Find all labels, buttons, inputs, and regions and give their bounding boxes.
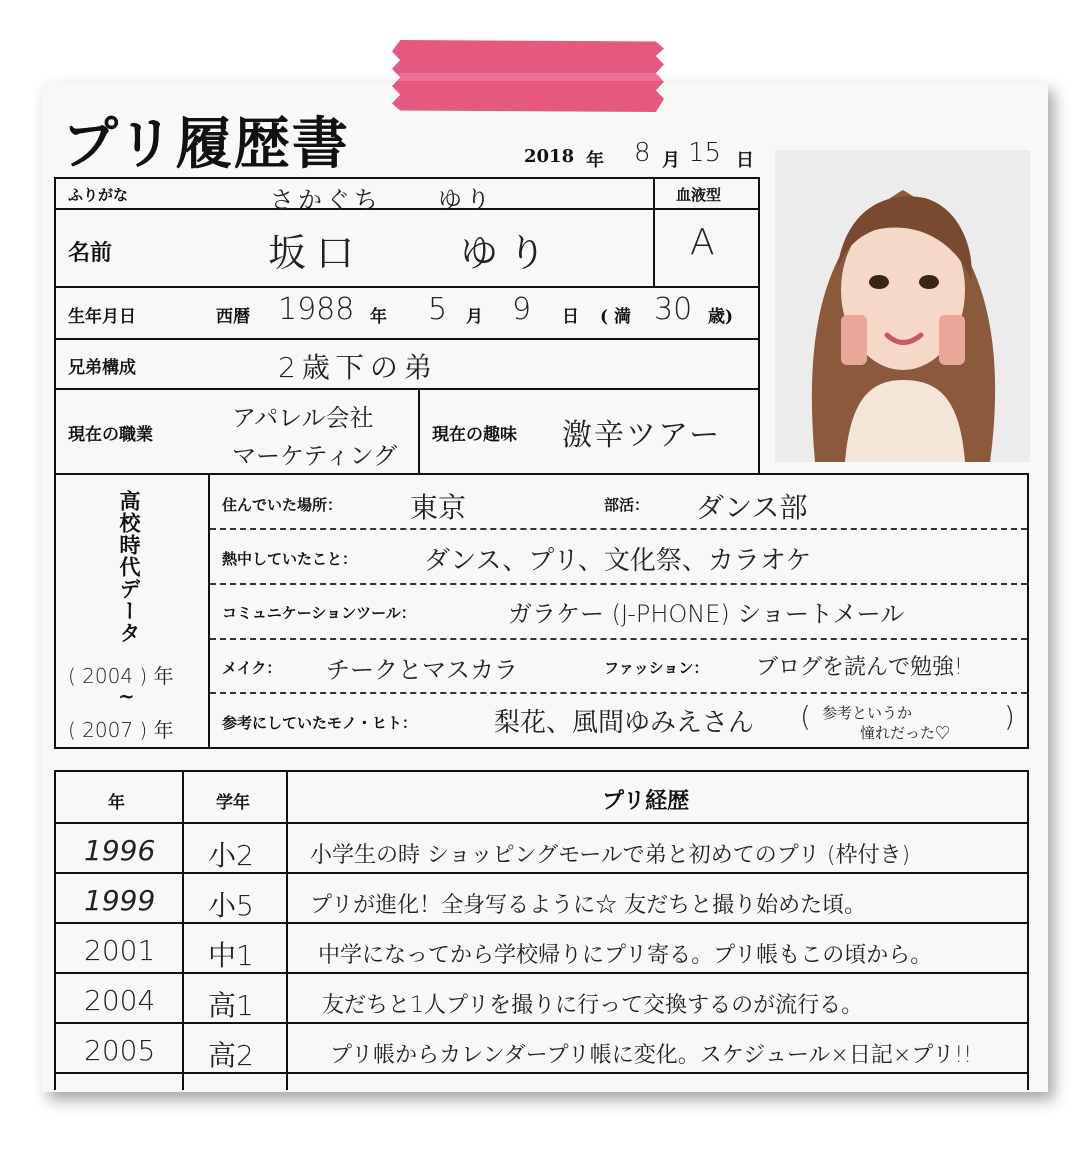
history-year: 2005 [84, 1034, 156, 1067]
communication-value: ガラケー (J-PHONE) ショートメール [508, 600, 905, 628]
history-text: 中学になってから学校帰りにプリ寄る。プリ帳もこの頃から。 [318, 943, 933, 968]
history-grade: 小2 [208, 839, 254, 872]
reference-value: 梨花、風間ゆみえさん [494, 708, 755, 738]
fashion-value: ブログを読んで勉強! [756, 655, 963, 680]
birth-year: 1988 [278, 292, 355, 327]
age-close: 歳) [708, 307, 734, 327]
birth-day: 9 [512, 292, 532, 327]
history-grade: 中1 [208, 939, 254, 972]
history-year: 1996 [84, 834, 156, 867]
birth-month-label: 月 [466, 307, 483, 327]
job-line2: マーケティング [232, 442, 398, 470]
history-text: 友だちと1人プリを撮りに行って交換するのが流行る。 [322, 993, 864, 1018]
birth-month: 5 [428, 292, 448, 327]
furigana-value: さかぐち ゆり [270, 186, 494, 214]
name-value: 坂口 ゆり [268, 231, 557, 275]
history-text: 小学生の時 ショッピングモールで弟と初めてのプリ (枠付き) [310, 843, 911, 868]
date-month-label: 月 [662, 150, 680, 171]
date-day: 15 [688, 138, 722, 168]
page-title: プリ履歴書 [62, 111, 350, 177]
highschool-section-label: 高校時代データ [117, 490, 142, 644]
history-grade: 高1 [208, 989, 254, 1022]
passion-label: 熱中していたこと： [222, 550, 358, 568]
history-text: プリ帳からカレンダープリ帳に変化。スケジュール×日記×プリ!! [330, 1043, 973, 1068]
masking-tape [392, 40, 664, 112]
history-header-year: 年 [108, 793, 125, 813]
portrait-illustration [775, 150, 1030, 462]
highschool-tilde: ~ [118, 684, 135, 708]
reference-label: 参考にしていたモノ・ヒト： [222, 714, 417, 732]
reference-note-line2: 憧れだった♡ [860, 724, 951, 742]
highschool-year-end: ( 2007 ) 年 [68, 718, 174, 742]
history-year: 2004 [84, 984, 156, 1017]
club-label: 部活： [604, 496, 650, 514]
history-grade: 小5 [208, 889, 254, 922]
fashion-label: ファッション： [604, 659, 709, 677]
profile-photo [775, 150, 1030, 462]
date-year: 2018 [524, 146, 575, 167]
history-year: 1999 [84, 884, 156, 917]
name-label: 名前 [68, 240, 113, 266]
age-value: 30 [654, 292, 693, 327]
makeup-value: チークとマスカラ [326, 656, 518, 684]
blood-type-label: 血液型 [676, 186, 722, 204]
date-month: 8 [634, 138, 651, 168]
date-year-label: 年 [586, 150, 604, 171]
history-header-career: プリ経歴 [602, 788, 690, 814]
era-label: 西暦 [216, 307, 250, 327]
history-text: プリが進化！全身写るように☆ 友だちと撮り始めた頃。 [310, 893, 867, 918]
siblings-value: 2歳下の弟 [278, 351, 438, 384]
place-value: 東京 [410, 491, 467, 524]
reference-note-line1: 参考というか [822, 704, 913, 722]
highschool-year-start: ( 2004 ) 年 [68, 664, 174, 688]
club-value: ダンス部 [696, 491, 808, 524]
job-label: 現在の職業 [68, 425, 153, 445]
history-grade: 高2 [208, 1039, 254, 1072]
job-line1: アパレル会社 [232, 404, 374, 432]
age-open: ( 満 [600, 307, 631, 327]
hobby-label: 現在の趣味 [432, 425, 517, 445]
date-day-label: 日 [736, 150, 754, 171]
history-header-grade: 学年 [216, 793, 250, 813]
siblings-label: 兄弟構成 [68, 358, 136, 378]
birthdate-label: 生年月日 [68, 307, 136, 327]
furigana-label: ふりがな [68, 186, 129, 204]
makeup-label: メイク： [222, 659, 282, 677]
birth-day-label: 日 [562, 307, 579, 327]
communication-label: コミュニケーションツール： [222, 604, 416, 622]
hobby-value: 激辛ツアー [562, 418, 722, 453]
history-year: 2001 [84, 934, 156, 967]
place-label: 住んでいた場所： [222, 496, 343, 514]
birth-year-label: 年 [370, 307, 387, 327]
passion-value: ダンス、プリ、文化祭、カラオケ [424, 546, 812, 576]
blood-type-value: A [690, 222, 715, 263]
